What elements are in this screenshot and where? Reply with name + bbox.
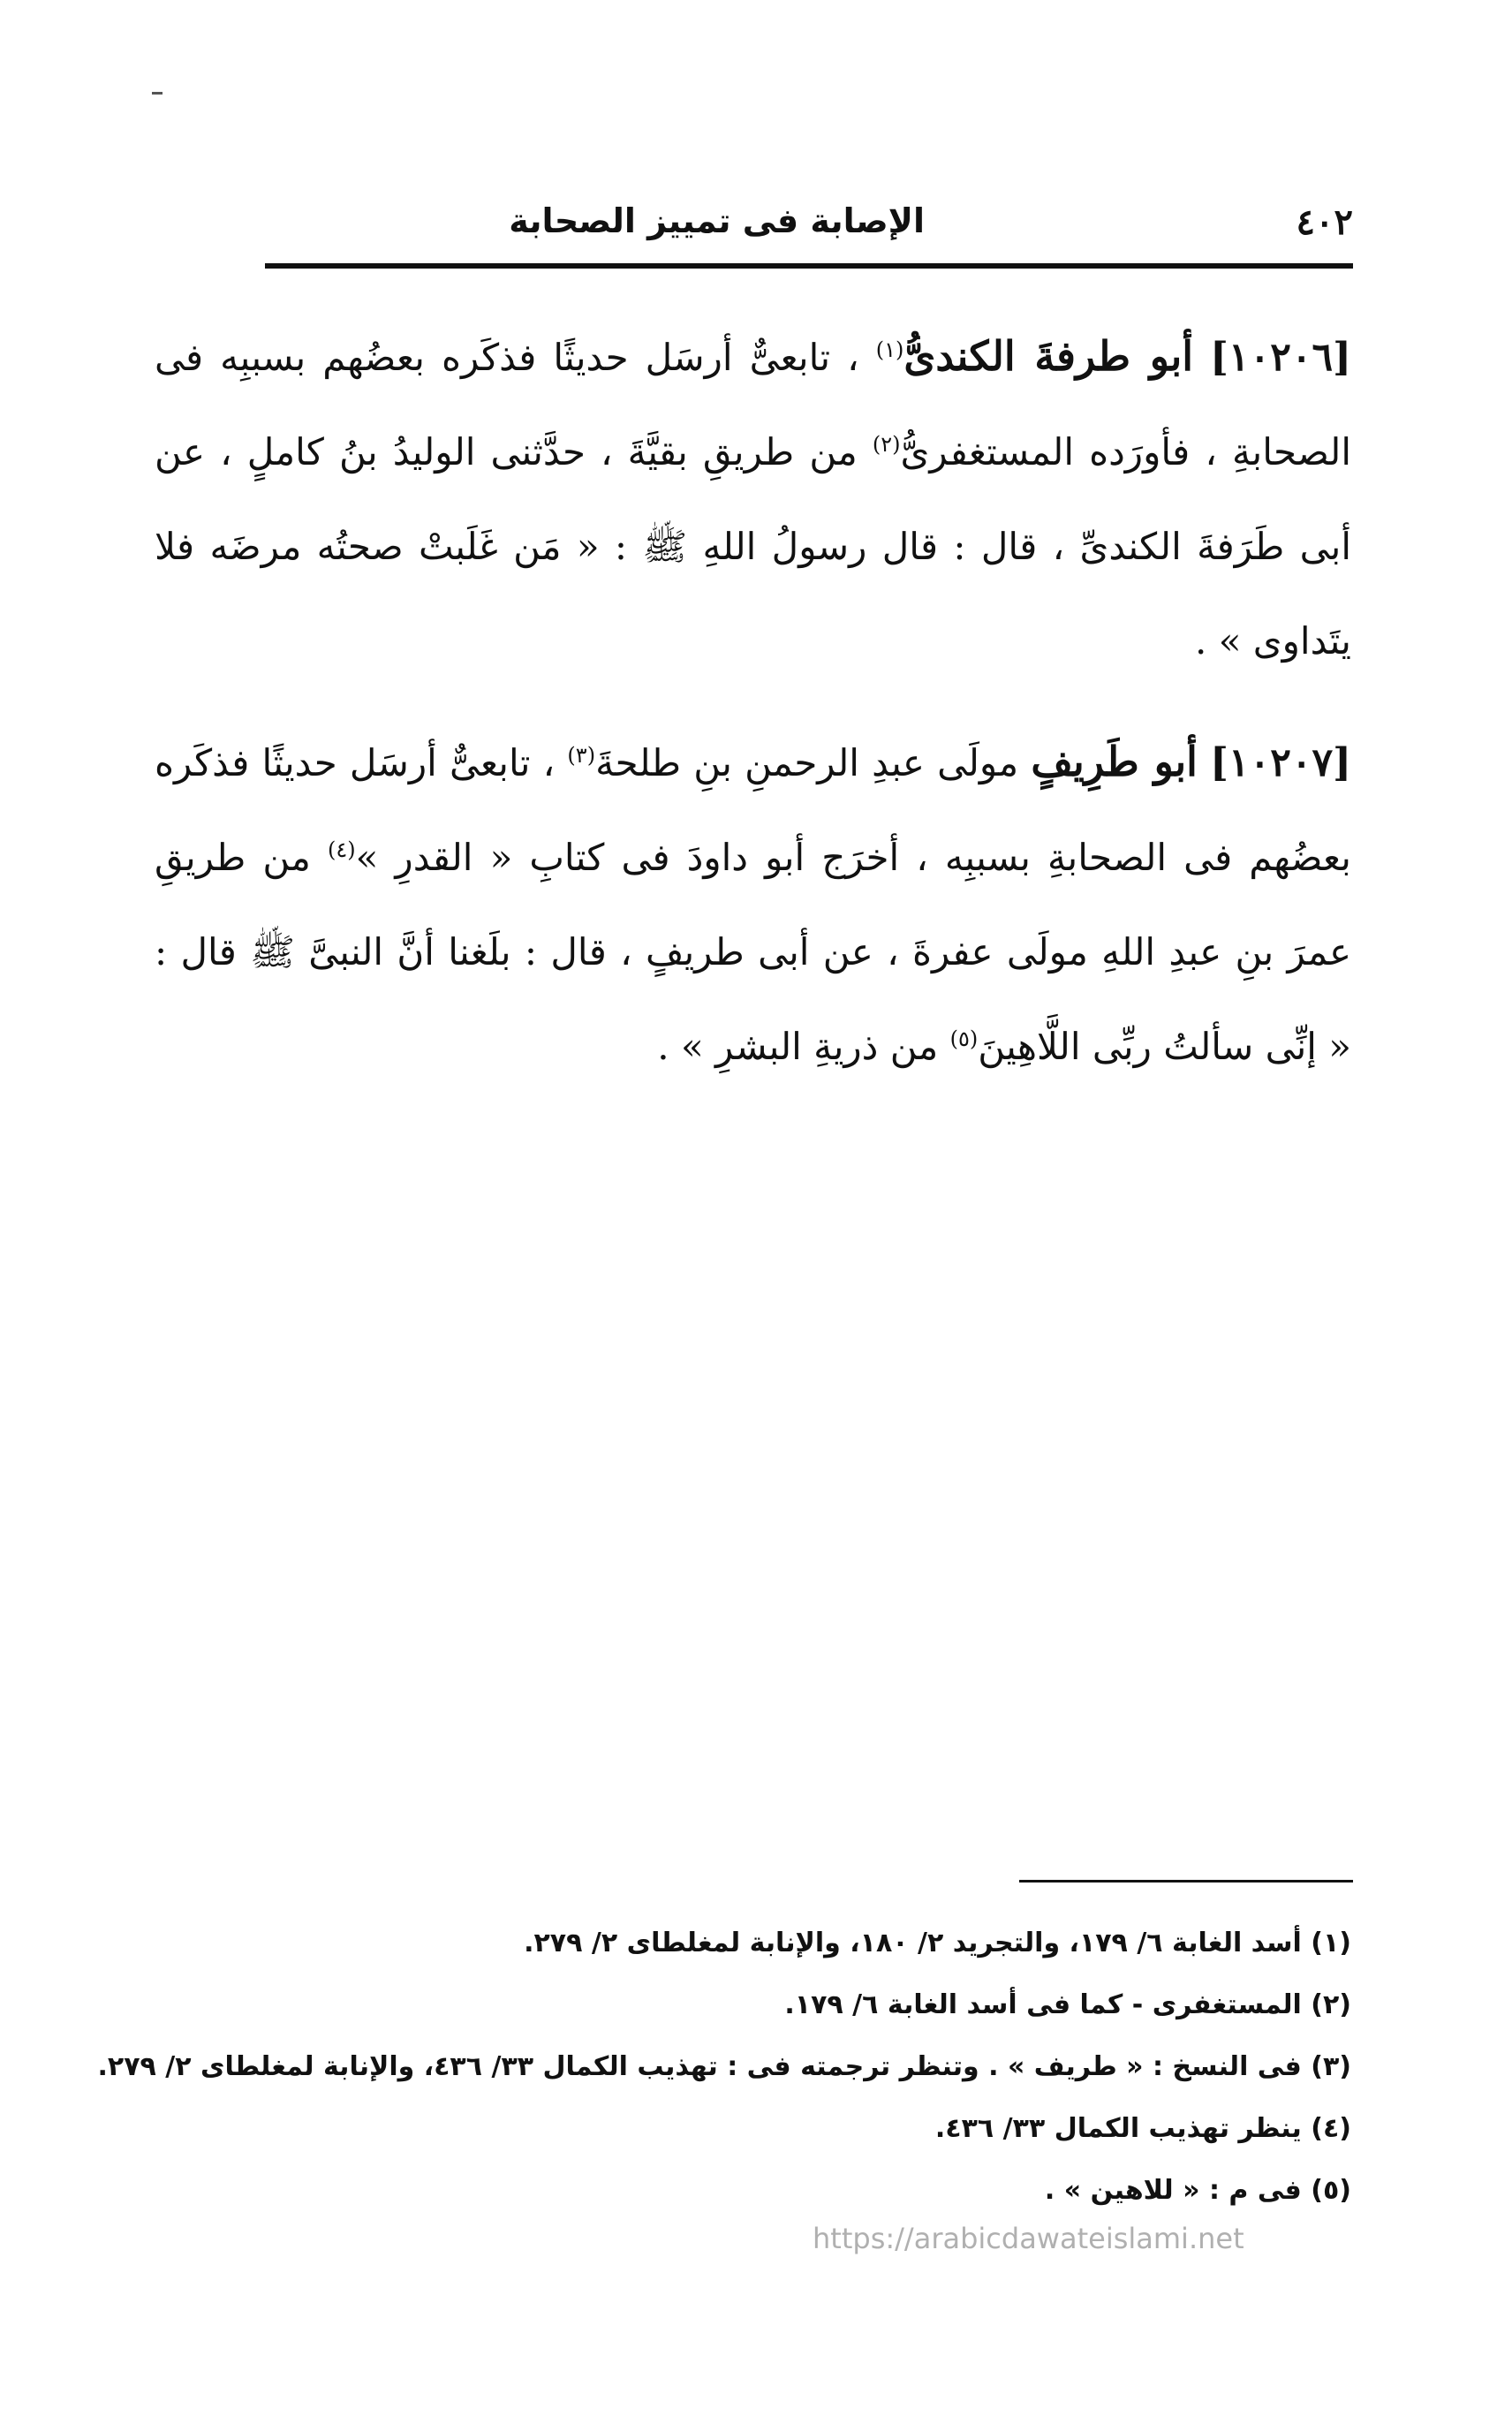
entry-text: من ذريةِ البشرِ » . [657,1025,939,1068]
page-header [265,194,1353,256]
entry-name: أبو طَرِيفٍ [1031,738,1198,785]
footnotes [97,1913,1351,2222]
entry-name: أبو طرفةَ الكندىُّ [903,332,1194,380]
footnote-1: (١) أسد الغابة ٦/ ١٧٩، والتجريد ٢/ ١٨٠، والإنابة لمغلطاى ٢/ ٢٧٩. [524,1928,1351,1958]
footnote-4: (٤) ينظر تهذيب الكمال ٣٣/ ٤٣٦. [934,2113,1351,2144]
footnote-3: (٣) فى النسخ : « طريف » . وتنظر ترجمته فى : تهذيب الكمال ٣٣/ ٤٣٦، والإنابة لمغلطاى ٢/ ٢٧٩. [97,2051,1351,2082]
entry-text: ، تابعىٌّ أرسَل حديثًا فذكَره بعضُهم بسببِه فى الصحابةِ ، فأورَده المستغفرىُّ [155,336,1352,473]
footnote-5: (٥) فى م : « للاهين » . [1044,2175,1351,2206]
footnote-ref: (٢) [872,432,901,457]
entry-10207 [155,715,1351,1094]
entry-text: من طريقِ عمرَ بنِ عبدِ اللهِ مولَى عفرةَ ، عن أبى طريفٍ ، قال : بلَغنا أنَّ النبىَّ ﷺ قال : « إنِّى سألتُ ربِّى اللَّاهِينَ [155,836,1351,1068]
footnote-2: (٢) المستغفرى - كما فى أسد الغابة ٦/ ١٧٩. [784,1989,1351,2020]
footnote-ref: (٥) [949,1026,979,1051]
watermark-url: https://arabicdawateislami.net [813,2222,1244,2255]
scan-speck [152,92,163,95]
header-rule [265,263,1353,269]
footnote-rule [1019,1880,1353,1883]
entry-10206 [155,309,1351,688]
entry-number: [١٠٢٠٦] [1210,335,1351,380]
body-text [155,309,1351,1120]
footnote-ref: (٤) [328,837,356,862]
entry-number: [١٠٢٠٧] [1210,740,1351,785]
running-title: الإصابة فى تمييز الصحابة [509,201,925,240]
entry-text: من طريقِ بقيَّةَ ، حدَّثنى الوليدُ بنُ كاملٍ ، عن أبى طَرَفةَ الكندىِّ ، قال : قال رسولُ اللهِ ﷺ : « مَن غَلَبتْ صحتُه مرضَه فلا يتَداوى » . [155,430,1351,663]
page-number: ٤٠٢ [1296,201,1353,243]
footnote-ref: (٣) [567,743,596,768]
entry-text: ، تابعىٌّ أرسَل حديثًا فذكَره بعضُهم فى الصحابةِ بسببِه ، أخرَج أبو داودَ فى كتابِ « القدرِ » [155,741,1351,879]
footnote-ref: (١) [875,337,904,362]
entry-text: مولَى عبدِ الرحمنِ بنِ طلحةَ [595,741,1019,784]
